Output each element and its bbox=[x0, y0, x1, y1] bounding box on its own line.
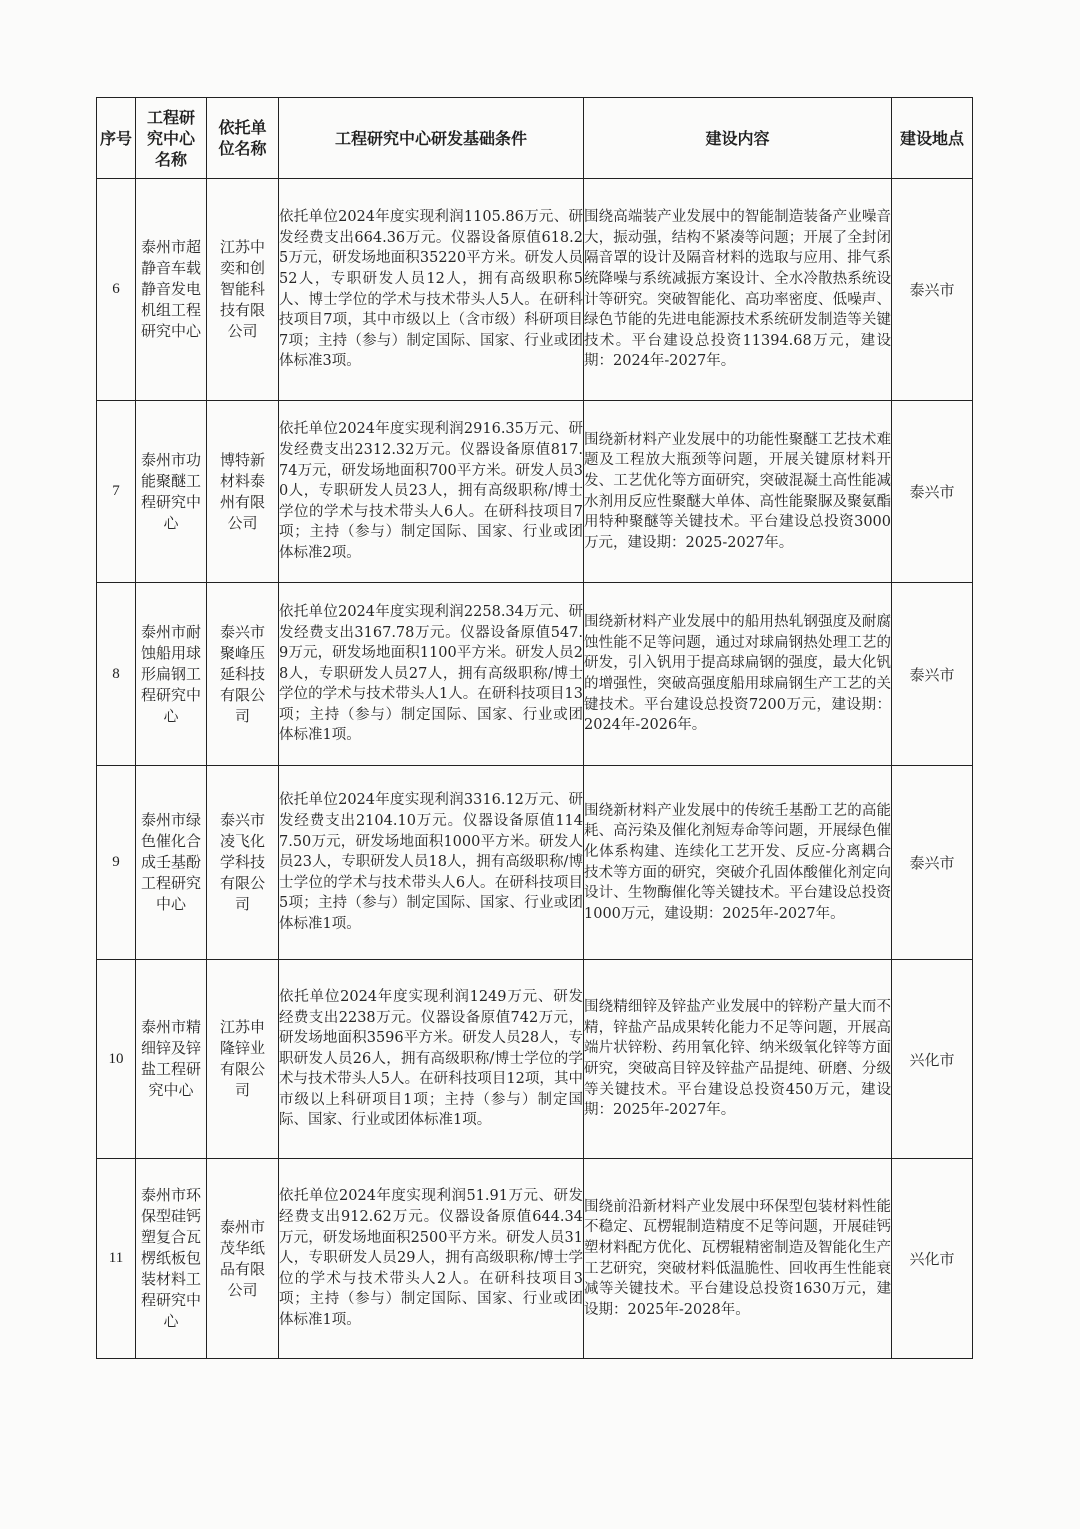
table-row bbox=[97, 960, 973, 1159]
row-basis: 依托单位2024年度实现利润2258.34万元、研发经费支出3167.78万元。仪器设备原值547.9万元，研发场地面积1100平方米。研发人员28人，专职研发人员27人，拥有高级职称/博士学位的学术与技术带头人1人。在研科技项目13项；主持（参与）制定国际、国家、行业或团体标准1项。 bbox=[279, 583, 584, 766]
row-location: 兴化市 bbox=[892, 1159, 973, 1359]
row-seq: 7 bbox=[97, 401, 136, 583]
header-center-name: 工程研究中心名称 bbox=[136, 98, 207, 179]
row-seq: 6 bbox=[97, 179, 136, 401]
row-org-name: 博特新材料泰州有限公司 bbox=[207, 401, 279, 583]
row-org-name: 江苏中奕和创智能科技有限公司 bbox=[207, 179, 279, 401]
row-center-name: 泰州市功能聚醚工程研究中心 bbox=[136, 401, 207, 583]
header-basis: 工程研究中心研发基础条件 bbox=[279, 98, 584, 179]
row-org-name: 泰州市茂华纸品有限公司 bbox=[207, 1159, 279, 1359]
row-content: 围绕高端装产业发展中的智能制造装备产业噪音大，振动强，结构不紧凑等问题；开展了全封闭隔音罩的设计及隔音材料的选取与应用、排气系统降噪与系统减振方案设计、全水冷散热系统设计等研究。突破智能化、高功率密度、低噪声、绿色节能的先进电能源技术系统研发制造等关键技术。平台建设总投资11394.68万元，建设期：2024年-2027年。 bbox=[584, 179, 892, 401]
engineering-center-table bbox=[96, 97, 973, 1359]
row-center-name: 泰州市耐蚀船用球形扁钢工程研究中心 bbox=[136, 583, 207, 766]
header-location: 建设地点 bbox=[892, 98, 973, 179]
row-seq: 10 bbox=[97, 960, 136, 1159]
row-center-name: 泰州市环保型硅钙塑复合瓦楞纸板包装材料工程研究中心 bbox=[136, 1159, 207, 1359]
row-location: 泰兴市 bbox=[892, 766, 973, 960]
row-content: 围绕新材料产业发展中的船用热轧钢强度及耐腐蚀性能不足等问题，通过对球扁钢热处理工艺的研发，引入钒用于提高球扁钢的强度，最大化钒的增强性，突破高强度船用球扁钢生产工艺的关键技术。平台建设总投资7200万元，建设期：2024年-2026年。 bbox=[584, 583, 892, 766]
row-center-name: 泰州市绿色催化合成壬基酚工程研究中心 bbox=[136, 766, 207, 960]
row-content: 围绕精细锌及锌盐产业发展中的锌粉产量大而不精，锌盐产品成果转化能力不足等问题，开展高端片状锌粉、药用氧化锌、纳米级氧化锌等方面研究，突破高目锌及锌盐产品提纯、研磨、分级等关键技术。平台建设总投资450万元，建设期：2025年-2027年。 bbox=[584, 960, 892, 1159]
row-seq: 11 bbox=[97, 1159, 136, 1359]
table-row bbox=[97, 766, 973, 960]
row-seq: 9 bbox=[97, 766, 136, 960]
row-content: 围绕新材料产业发展中的功能性聚醚工艺技术难题及工程放大瓶颈等问题，开展关键原材料开发、工艺优化等方面研究，突破混凝土高性能减水剂用反应性聚醚大单体、高性能聚脲及聚氨酯用特种聚醚等关键技术。平台建设总投资3000万元，建设期：2025-2027年。 bbox=[584, 401, 892, 583]
row-location: 泰兴市 bbox=[892, 401, 973, 583]
row-basis: 依托单位2024年度实现利润1249万元、研发经费支出2238万元。仪器设备原值742万元，研发场地面积3596平方米。研发人员28人，专职研发人员26人，拥有高级职称/博士学位的学术与技术带头人5人。在研科技项目12项，其中市级以上科研项目1项；主持（参与）制定国际、国家、行业或团体标准1项。 bbox=[279, 960, 584, 1159]
header-org-name: 依托单位名称 bbox=[207, 98, 279, 179]
header-seq: 序号 bbox=[97, 98, 136, 179]
row-basis: 依托单位2024年度实现利润1105.86万元、研发经费支出664.36万元。仪器设备原值618.25万元，研发场地面积35220平方米。研发人员52人，专职研发人员12人，拥有高级职称5人、博士学位的学术与技术带头人5人。在研科技项目7项，其中市级以上（含市级）科研项目7项；主持（参与）制定国际、国家、行业或团体标准3项。 bbox=[279, 179, 584, 401]
row-location: 泰兴市 bbox=[892, 583, 973, 766]
header-content: 建设内容 bbox=[584, 98, 892, 179]
row-center-name: 泰州市超静音车载静音发电机组工程研究中心 bbox=[136, 179, 207, 401]
row-org-name: 泰兴市凌飞化学科技有限公司 bbox=[207, 766, 279, 960]
table-row bbox=[97, 401, 973, 583]
row-basis: 依托单位2024年度实现利润2916.35万元、研发经费支出2312.32万元。仪器设备原值817.74万元，研发场地面积700平方米。研发人员30人，专职研发人员23人，拥有高级职称/博士学位的学术与技术带头人6人。在研科技项目7项；主持（参与）制定国际、国家、行业或团体标准2项。 bbox=[279, 401, 584, 583]
row-basis: 依托单位2024年度实现利润51.91万元、研发经费支出912.62万元。仪器设备原值644.34万元，研发场地面积2500平方米。研发人员31人，专职研发人员29人，拥有高级职称/博士学位的学术与技术带头人2人。在研科技项目3项；主持（参与）制定国际、国家、行业或团体标准1项。 bbox=[279, 1159, 584, 1359]
row-org-name: 江苏申隆锌业有限公司 bbox=[207, 960, 279, 1159]
table-row bbox=[97, 1159, 973, 1359]
row-content: 围绕新材料产业发展中的传统壬基酚工艺的高能耗、高污染及催化剂短寿命等问题，开展绿色催化体系构建、连续化工艺开发、反应-分离耦合技术等方面的研究，突破介孔固体酸催化剂定向设计、生物酶催化等关键技术。平台建设总投资1000万元，建设期：2025年-2027年。 bbox=[584, 766, 892, 960]
table-row bbox=[97, 179, 973, 401]
row-content: 围绕前沿新材料产业发展中环保型包装材料性能不稳定、瓦楞辊制造精度不足等问题，开展硅钙塑材料配方优化、瓦楞辊精密制造及智能化生产工艺研究，突破材料低温脆性、回收再生性能衰减等关键技术。平台建设总投资1630万元，建设期：2025年-2028年。 bbox=[584, 1159, 892, 1359]
table-row bbox=[97, 583, 973, 766]
row-basis: 依托单位2024年度实现利润3316.12万元、研发经费支出2104.10万元。仪器设备原值1147.50万元，研发场地面积1000平方米。研发人员23人，专职研发人员18人，拥有高级职称/博士学位的学术与技术带头人6人。在研科技项目5项；主持（参与）制定国际、国家、行业或团体标准1项。 bbox=[279, 766, 584, 960]
row-location: 泰兴市 bbox=[892, 179, 973, 401]
row-org-name: 泰兴市聚峰压延科技有限公司 bbox=[207, 583, 279, 766]
table-header-row bbox=[97, 98, 973, 179]
row-center-name: 泰州市精细锌及锌盐工程研究中心 bbox=[136, 960, 207, 1159]
row-seq: 8 bbox=[97, 583, 136, 766]
row-location: 兴化市 bbox=[892, 960, 973, 1159]
